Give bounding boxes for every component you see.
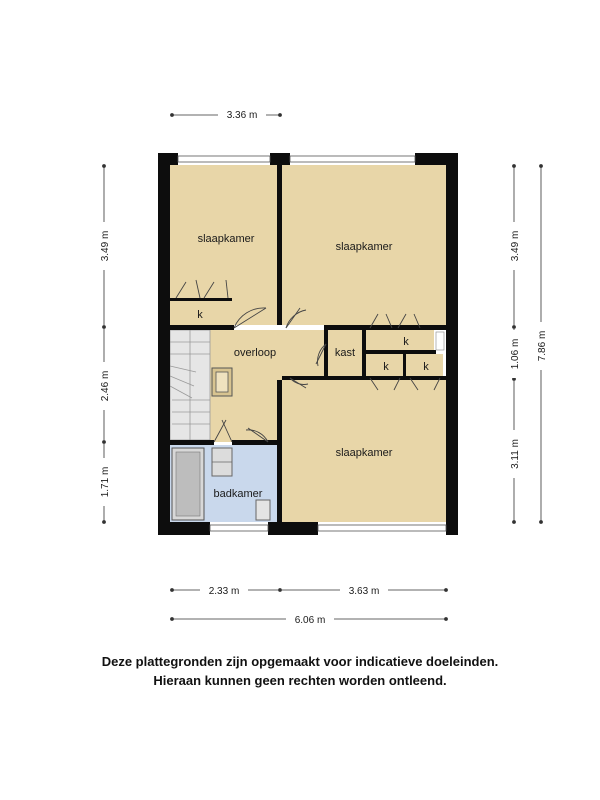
disclaimer (0, 652, 600, 690)
room-label-landing: overloop (233, 347, 277, 359)
dim-right-total-height: 7.86 m (537, 330, 548, 362)
room-label-cupboard-4: k (423, 361, 429, 373)
room-label-closet: kast (334, 347, 356, 359)
dim-left-top-height: 3.49 m (100, 230, 111, 262)
staircase (170, 330, 210, 440)
room-label-cupboard-3: k (383, 361, 389, 373)
dim-left-bottom-height: 1.71 m (100, 466, 111, 498)
room-label-cupboard-1: k (197, 309, 203, 321)
room-label-bedroom-2: slaapkamer (335, 241, 393, 253)
sink-icon (212, 448, 232, 476)
dim-top-width: 3.36 m (226, 110, 258, 121)
bathtub-icon (172, 448, 204, 520)
toilet-icon (256, 500, 270, 520)
disclaimer-line-2: Hieraan kunnen geen rechten worden ontleend. (153, 673, 447, 688)
dim-right-top-height: 3.49 m (510, 230, 521, 262)
dim-left-mid-height: 2.46 m (100, 370, 111, 402)
dim-right-mid-height: 1.06 m (510, 338, 521, 370)
stair-post-icon (212, 368, 232, 396)
room-label-bedroom-3: slaapkamer (335, 447, 393, 459)
dim-right-bottom-height: 3.11 m (510, 439, 521, 469)
cupboard-shelf (436, 332, 444, 350)
room-label-cupboard-2: k (403, 336, 409, 348)
room-label-bathroom: badkamer (213, 488, 263, 500)
dim-bottom-left-width: 2.33 m (208, 586, 240, 597)
room-label-bedroom-1: slaapkamer (197, 233, 255, 245)
dim-total-width: 6.06 m (294, 615, 326, 626)
floor-cupboards (366, 330, 434, 350)
dim-bottom-right-width: 3.63 m (348, 586, 380, 597)
disclaimer-line-1: Deze plattegronden zijn opgemaakt voor indicatieve doeleinden. (101, 654, 499, 669)
